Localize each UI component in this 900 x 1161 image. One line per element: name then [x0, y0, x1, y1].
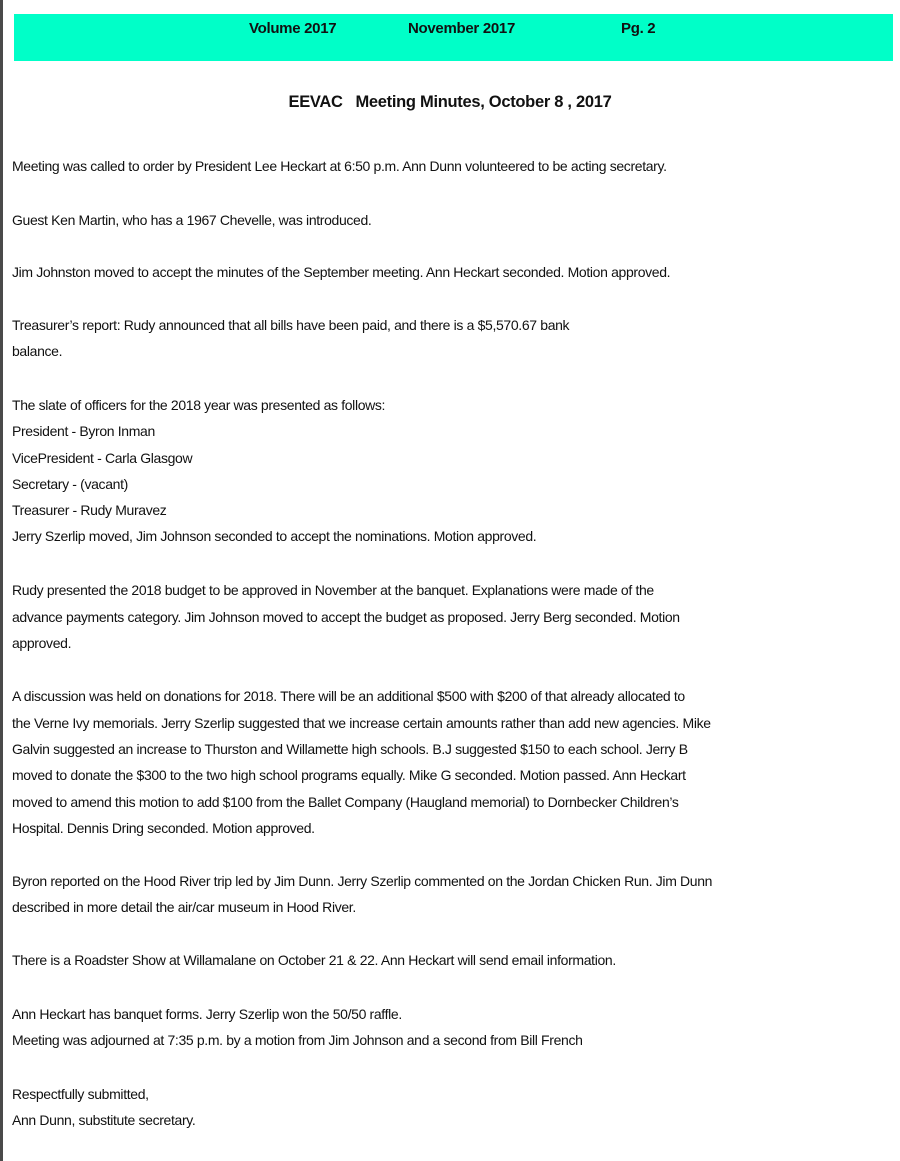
officer-treasurer: Treasurer - Rudy Muravez — [12, 502, 167, 518]
officer-president: President - Byron Inman — [12, 423, 155, 439]
header-page-number: Pg. 2 — [621, 20, 656, 37]
header-volume: Volume 2017 — [249, 20, 337, 37]
treasurer-report-line-1: Treasurer’s report: Rudy announced that all bills have been paid, and there is a $5,570.67 bank — [12, 317, 570, 333]
newsletter-header-bar — [14, 14, 893, 61]
donations-line-3: Galvin suggested an increase to Thurston and Willamette high schools. B.J suggested $150 to each school. Jerry B — [12, 741, 688, 757]
officer-secretary: Secretary - (vacant) — [12, 476, 128, 492]
trip-report-line-1: Byron reported on the Hood River trip led by Jim Dunn. Jerry Szerlip commented on the Jordan Chicken Run. Jim Dunn — [12, 873, 713, 889]
nominations-motion: Jerry Szerlip moved, Jim Johnson seconded to accept the nominations. Motion approved. — [12, 528, 537, 544]
budget-line-2: advance payments category. Jim Johnson moved to accept the budget as proposed. Jerry Berg seconded. Motion — [12, 609, 680, 625]
officer-slate-intro: The slate of officers for the 2018 year was presented as follows: — [12, 397, 386, 413]
donations-line-5: moved to amend this motion to add $100 from the Ballet Company (Haugland memorial) to Dornbecker Children’s — [12, 794, 679, 810]
minutes-approval: Jim Johnston moved to accept the minutes of the September meeting. Ann Heckart seconded. Motion approved. — [12, 264, 671, 280]
donations-line-1: A discussion was held on donations for 2018. There will be an additional $500 with $200 of that already allocated to — [12, 688, 685, 704]
header-issue-date: November 2017 — [408, 20, 515, 37]
guest-intro: Guest Ken Martin, who has a 1967 Chevelle, was introduced. — [12, 212, 372, 228]
budget-line-1: Rudy presented the 2018 budget to be approved in November at the banquet. Explanations were made of the — [12, 582, 654, 598]
officer-vice-president: VicePresident - Carla Glasgow — [12, 450, 193, 466]
budget-line-3: approved. — [12, 635, 72, 651]
page-left-border — [0, 0, 3, 1161]
adjournment: Meeting was adjourned at 7:35 p.m. by a motion from Jim Johnson and a second from Bill French — [12, 1032, 583, 1048]
donations-line-6: Hospital. Dennis Dring seconded. Motion approved. — [12, 820, 315, 836]
donations-line-2: the Verne Ivy memorials. Jerry Szerlip suggested that we increase certain amounts rather than add new agencies. Mike — [12, 715, 711, 731]
trip-report-line-2: described in more detail the air/car museum in Hood River. — [12, 899, 356, 915]
call-to-order: Meeting was called to order by President Lee Heckart at 6:50 p.m. Ann Dunn volunteered to be acting secretary. — [12, 158, 667, 174]
roadster-show: There is a Roadster Show at Willamalane on October 21 & 22. Ann Heckart will send email information. — [12, 952, 616, 968]
donations-line-4: moved to donate the $300 to the two high school programs equally. Mike G seconded. Motion passed. Ann Heckart — [12, 767, 686, 783]
signature: Ann Dunn, substitute secretary. — [12, 1112, 196, 1128]
treasurer-report-line-2: balance. — [12, 343, 63, 359]
banquet-raffle: Ann Heckart has banquet forms. Jerry Szerlip won the 50/50 raffle. — [12, 1006, 402, 1022]
document-title: EEVAC Meeting Minutes, October 8 , 2017 — [288, 93, 612, 111]
closing: Respectfully submitted, — [12, 1086, 149, 1102]
